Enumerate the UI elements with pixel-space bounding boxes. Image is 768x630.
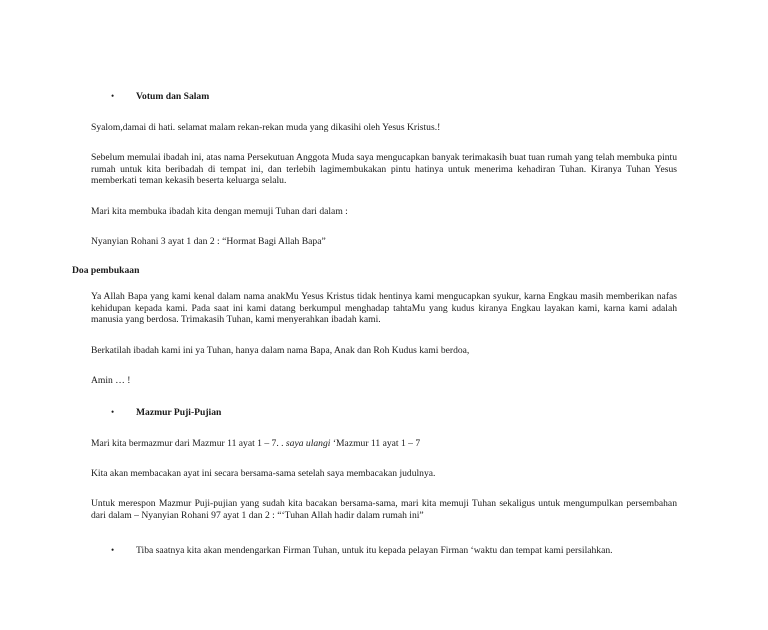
heading-doa-pembukaan: Doa pembukaan [72, 265, 140, 276]
psalm-text-italic: saya ulangi [285, 438, 331, 449]
paragraph-blessing: Berkatilah ibadah kami ini ya Tuhan, hanya dalam nama Bapa, Anak dan Roh Kudus kami berdoa, [91, 345, 470, 356]
paragraph-psalm [91, 438, 677, 450]
paragraph-prayer: Ya Allah Bapa yang kami kenal dalam nama anakMu Yesus Kristus tidak hentinya kami mengucapkan syukur, karna Engkau masih memberikan nafas kehidupan kepada kami. Pada saat ini kami datang berkumpul menghadap tahtaMu yang kudus kiranya Engkau layakan kami, karna kami adalah manusia yang berdosa. Trimakasih Tuhan, kami menyerahkan ibadah kami. [91, 291, 677, 326]
paragraph-open-worship: Mari kita membuka ibadah kita dengan memuji Tuhan dari dalam : [91, 206, 348, 217]
section-title-votum: Votum dan Salam [136, 91, 210, 102]
paragraph-greeting: Syalom,damai di hati. selamat malam rekan-rekan muda yang dikasihi oleh Yesus Kristus.! [91, 122, 441, 133]
paragraph-offering: Untuk merespon Mazmur Puji-pujian yang sudah kita bacakan bersama-sama, mari kita memuji Tuhan sekaligus untuk mengumpulkan persembahan dari dalam – Nyanyian Rohani 97 ayat 1 dan 2 : “‘Tuhan Allah hadir dalam rumah ini” [91, 498, 677, 521]
bullet-sermon: • [111, 545, 115, 555]
bullet-mazmur: • [111, 407, 115, 417]
bullet-votum: • [111, 91, 115, 101]
section-title-mazmur: Mazmur Puji-Pujian [136, 407, 222, 418]
psalm-text-c: ‘Mazmur 11 ayat 1 – 7 [330, 438, 421, 449]
paragraph-hymn-1: Nyanyian Rohani 3 ayat 1 dan 2 : “Hormat Bagi Allah Bapa” [91, 236, 326, 247]
psalm-text-a: Mari kita bermazmur dari Mazmur 11 ayat 1 – 7. . [91, 438, 286, 449]
paragraph-sermon: Tiba saatnya kita akan mendengarkan Firman Tuhan, untuk itu kepada pelayan Firman ‘waktu dan tempat kami persilahkan. [136, 545, 613, 556]
paragraph-thanks: Sebelum memulai ibadah ini, atas nama Persekutuan Anggota Muda saya mengucapkan banyak terimakasih buat tuan rumah yang telah membuka pintu rumah untuk kita beribadah di tempat ini, dan terlebih lagimembukakan pintu hatinya untuk menerima kehadiran Tuhan. Kiranya Tuhan Yesus memberkati teman kekasih beserta keluarga selalu. [91, 152, 677, 187]
paragraph-amen: Amin … ! [91, 375, 131, 386]
paragraph-read-together: Kita akan membacakan ayat ini secara bersama-sama setelah saya membacakan judulnya. [91, 468, 436, 479]
